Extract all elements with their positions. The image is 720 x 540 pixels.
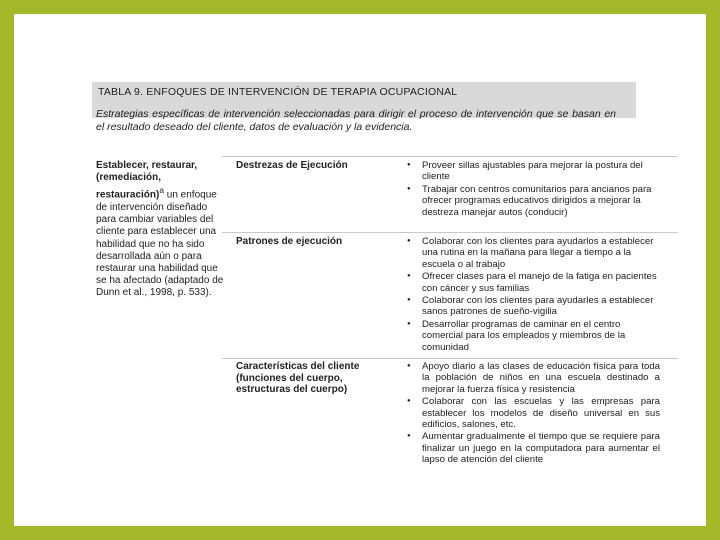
approach-body: un enfoque de intervención diseñado para cambiar variables del cliente para establecer una habilidad que no ha sido desarrollada aún o para restaurar una habilidad que se ha afectado (adaptado de Dunn et al., 1998, p. 533). <box>96 189 224 299</box>
section-separator <box>222 232 678 233</box>
slide <box>14 14 706 526</box>
table-subtitle: Estrategias específicas de intervención seleccionadas para dirigir el proceso de intervención que se basan en el resultado deseado del cliente, datos de evaluación y la evidencia. <box>96 108 616 132</box>
list-item: ● Desarrollar programas de caminar en el centro comercial para los empleados y miembros de la comunidad <box>404 319 660 353</box>
section-title-caracteristicas: Características del cliente (funciones del cuerpo, estructuras del cuerpo) <box>236 361 360 395</box>
table-title: TABLA 9. ENFOQUES DE INTERVENCIÓN DE TERAPIA OCUPACIONAL <box>98 86 458 98</box>
list-item: ● Trabajar con centros comunitarios para ancianos para ofrecer programas educativos dirigidos a mejorar la destreza manejar autos (conducir) <box>404 184 660 218</box>
approach-description <box>96 160 226 300</box>
section-separator <box>222 358 678 359</box>
section-list-destrezas <box>404 160 660 242</box>
section-list-caracteristicas <box>404 361 660 501</box>
list-item: ● Proveer sillas ajustables para mejorar la postura del cliente <box>404 160 660 183</box>
section-separator <box>222 156 678 157</box>
list-item: ● Colaborar con las escuelas y las empresas para establecer los modelos de diseño universal en sus edificios, salones, etc. <box>404 396 660 430</box>
approach-superscript: a <box>159 185 164 196</box>
list-item: ● Apoyo diario a las clases de educación física para toda la población de niños en una escuela destinado a mejorar la fuerza física y resistencia <box>404 361 660 395</box>
section-title-patrones: Patrones de ejecución <box>236 236 343 247</box>
approach-heading: Establecer, restaurar, (remediación, restauración) <box>96 160 198 201</box>
list-item: ● Colaborar con los clientes para ayudarlos a establecer una rutina en la mañana para llegar a tiempo a la escuela o al trabajo <box>404 236 660 270</box>
section-list-patrones <box>404 236 660 359</box>
list-item: ● Aumentar gradualmente el tiempo que se requiere para finalizar un juego en la computadora para aumentar el lapso de atención del cliente <box>404 431 660 465</box>
list-item: ● Colaborar con los clientes para ayudarles a establecer sanos patrones de sueño-vigilia <box>404 295 660 318</box>
list-item: ● Ofrecer clases para el manejo de la fatiga en pacientes con cáncer y sus familias <box>404 271 660 294</box>
section-title-destrezas: Destrezas de Ejecución <box>236 160 348 171</box>
